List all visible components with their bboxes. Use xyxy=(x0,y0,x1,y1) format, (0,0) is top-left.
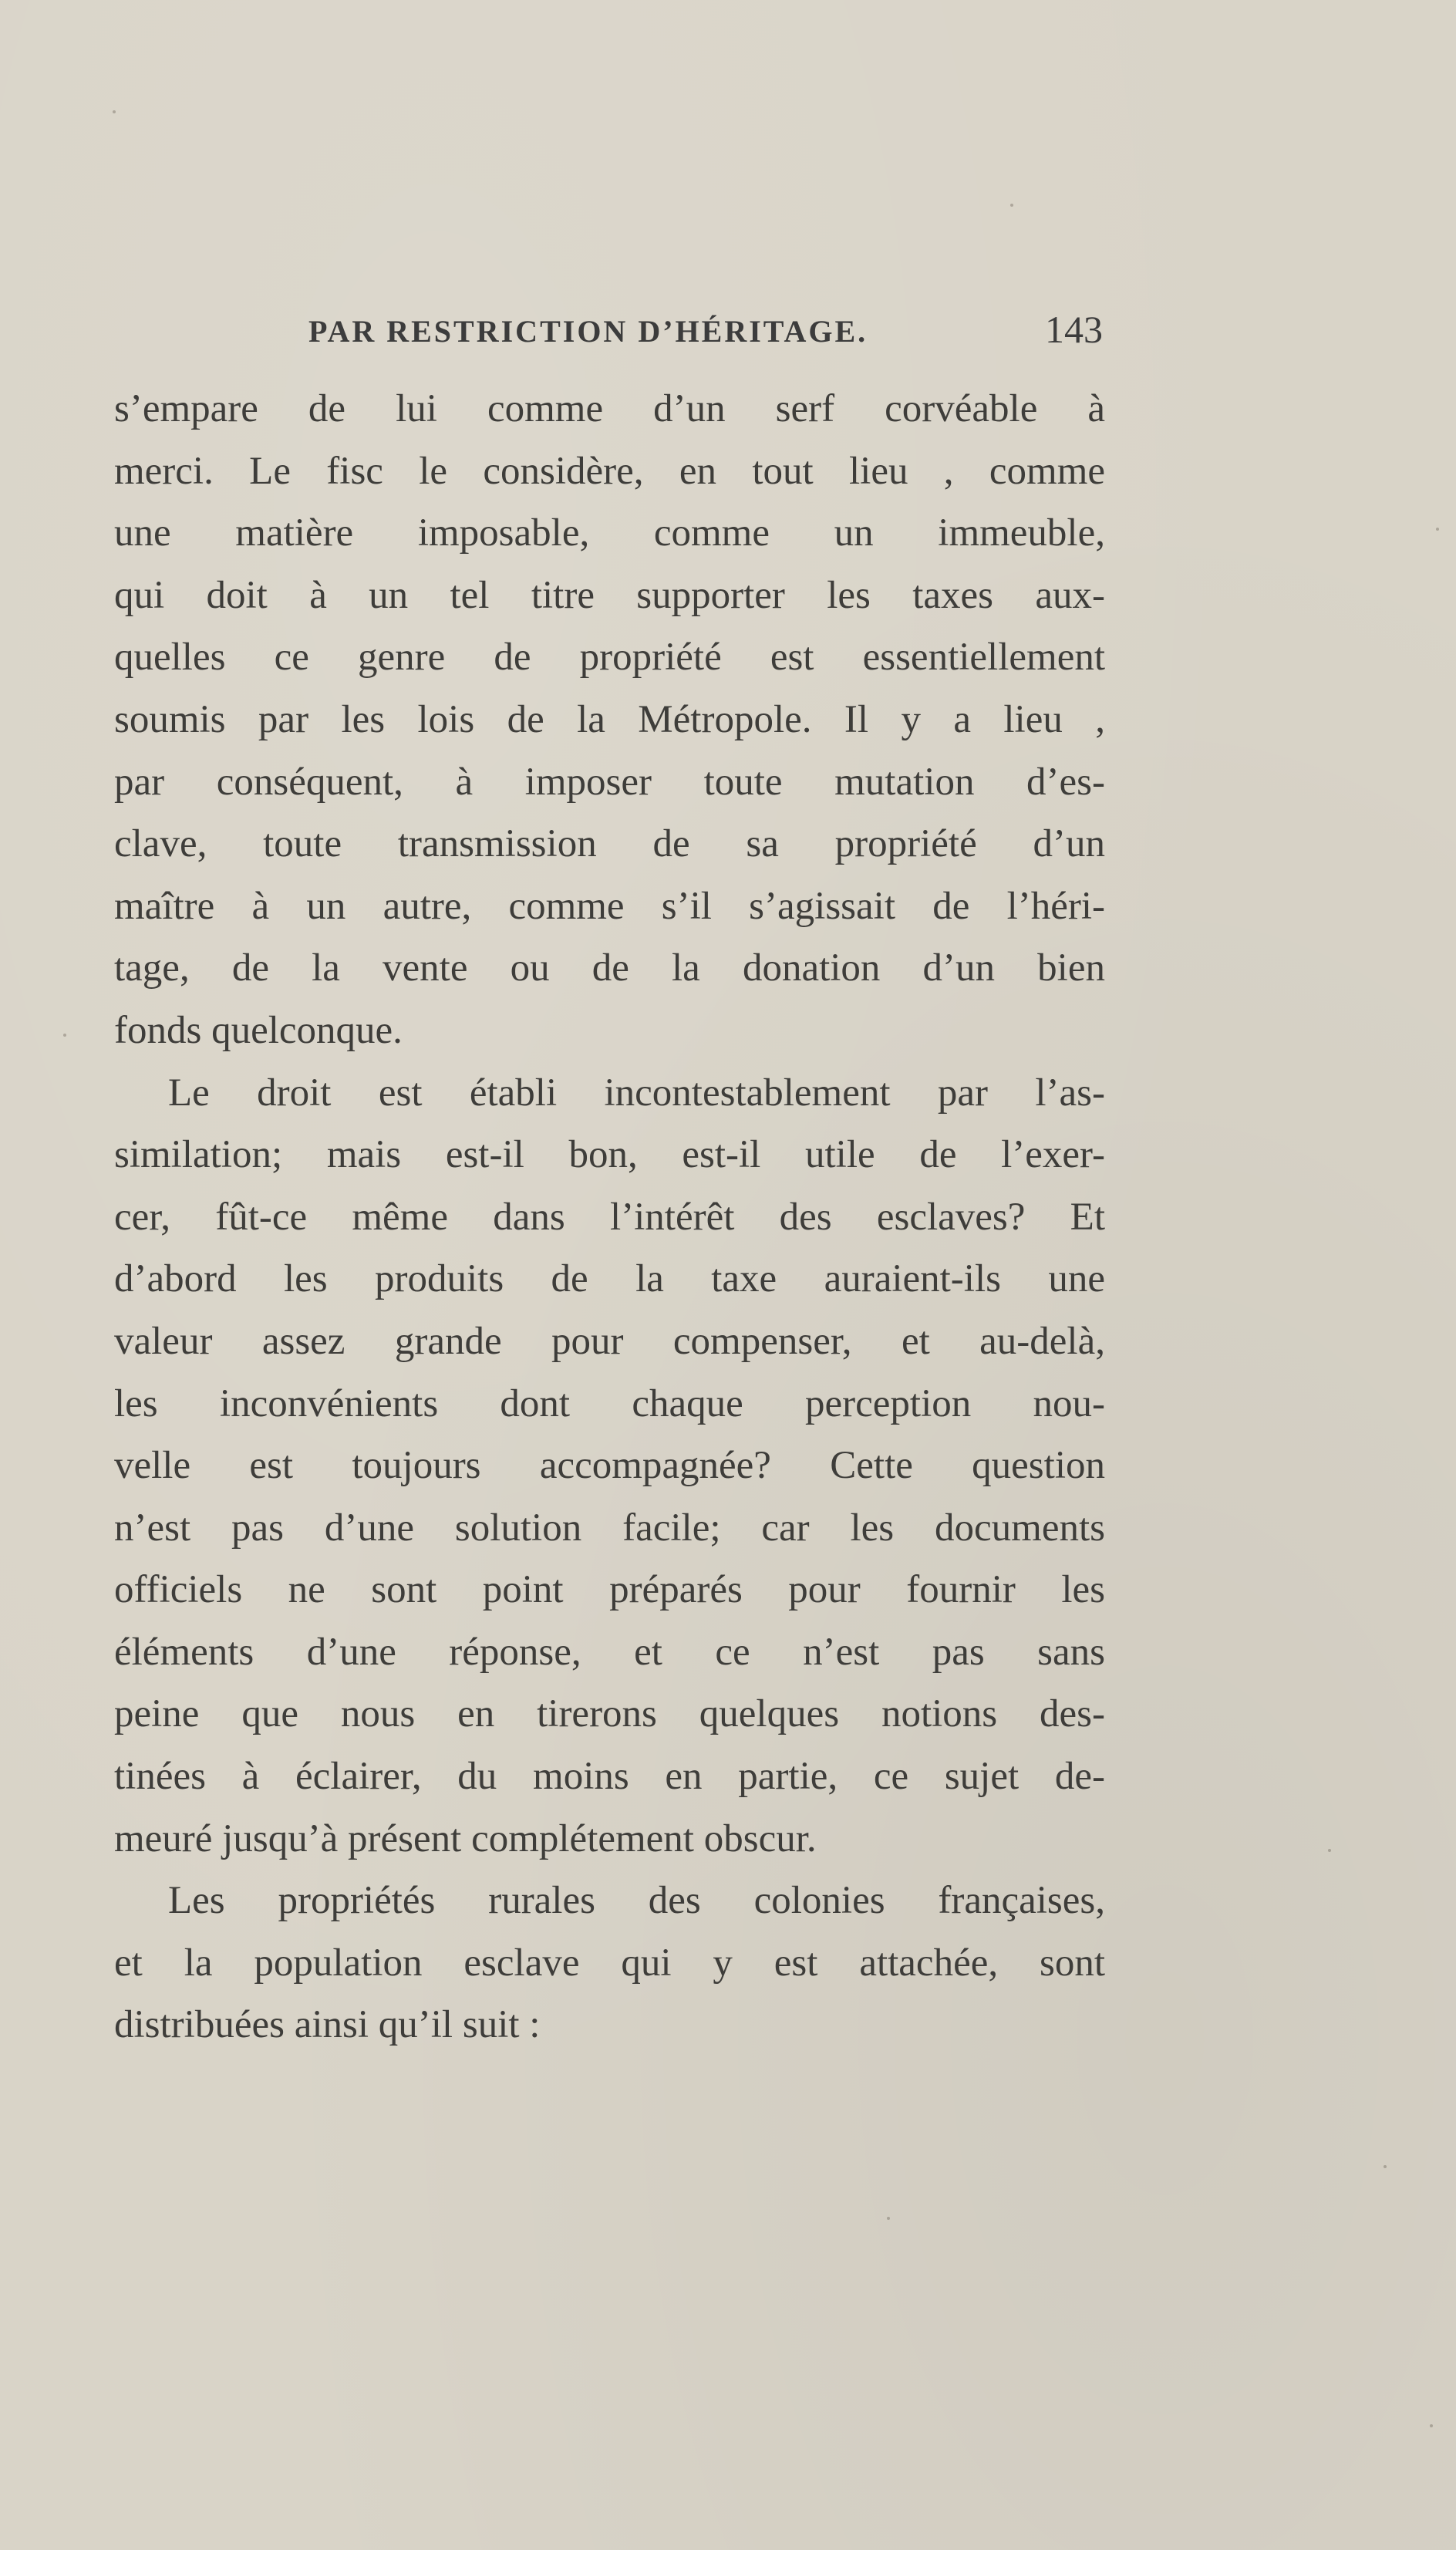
page-header xyxy=(308,307,1103,353)
text-line: cer, fût-ce même dans l’intérêt des esclaves? Et xyxy=(114,1195,1105,1239)
text-line: maître à un autre, comme s’il s’agissait de l’héri- xyxy=(114,884,1105,928)
running-head: PAR RESTRICTION D’HÉRITAGE. xyxy=(308,314,868,349)
paper-speck xyxy=(1010,204,1013,207)
text-line: s’empare de lui comme d’un serf corvéable à xyxy=(114,387,1105,430)
text-line: similation; mais est-il bon, est-il utile de l’exer- xyxy=(114,1133,1105,1177)
page-number: 143 xyxy=(1045,308,1103,351)
text-line: clave, toute transmission de sa propriété d’un xyxy=(114,822,1105,866)
text-line: peine que nous en tirerons quelques notions des- xyxy=(114,1692,1105,1736)
body-text xyxy=(114,378,1105,2056)
paper-speck xyxy=(1328,1849,1331,1852)
paper-speck xyxy=(1430,2424,1433,2427)
text-line: merci. Le fisc le considère, en tout lieu , comme xyxy=(114,449,1105,493)
paper-speck xyxy=(113,110,116,113)
text-line: distribuées ainsi qu’il suit : xyxy=(114,2003,541,2047)
text-line: tage, de la vente ou de la donation d’un bien xyxy=(114,946,1105,990)
paper-speck xyxy=(887,2217,890,2220)
text-line: d’abord les produits de la taxe auraient-ils une xyxy=(114,1257,1105,1301)
text-line: officiels ne sont point préparés pour fournir les xyxy=(114,1568,1105,1612)
text-line: une matière imposable, comme un immeuble, xyxy=(114,511,1105,555)
paper-speck xyxy=(63,1034,66,1037)
text-line: Le droit est établi incontestablement par l’as- xyxy=(168,1071,1105,1115)
text-line: tinées à éclairer, du moins en partie, ce sujet de- xyxy=(114,1755,1105,1799)
text-line: fonds quelconque. xyxy=(114,1008,403,1052)
text-line: valeur assez grande pour compenser, et au-delà, xyxy=(114,1319,1105,1363)
text-line: soumis par les lois de la Métropole. Il y a lieu , xyxy=(114,697,1105,741)
text-line: par conséquent, à imposer toute mutation d’es- xyxy=(114,760,1105,804)
paper-speck xyxy=(1436,528,1439,531)
text-line: velle est toujours accompagnée? Cette question xyxy=(114,1444,1105,1488)
text-line: meuré jusqu’à présent complétement obscur. xyxy=(114,1816,817,1860)
text-line: Les propriétés rurales des colonies françaises, xyxy=(168,1879,1105,1923)
text-line: les inconvénients dont chaque perception nou- xyxy=(114,1381,1105,1425)
text-line: qui doit à un tel titre supporter les taxes aux- xyxy=(114,573,1105,617)
text-line: et la population esclave qui y est attachée, sont xyxy=(114,1941,1105,1985)
text-line: quelles ce genre de propriété est essentiellement xyxy=(114,636,1105,680)
text-line: n’est pas d’une solution facile; car les documents xyxy=(114,1506,1105,1550)
paper-speck xyxy=(1384,2165,1387,2168)
text-line: éléments d’une réponse, et ce n’est pas sans xyxy=(114,1630,1105,1674)
